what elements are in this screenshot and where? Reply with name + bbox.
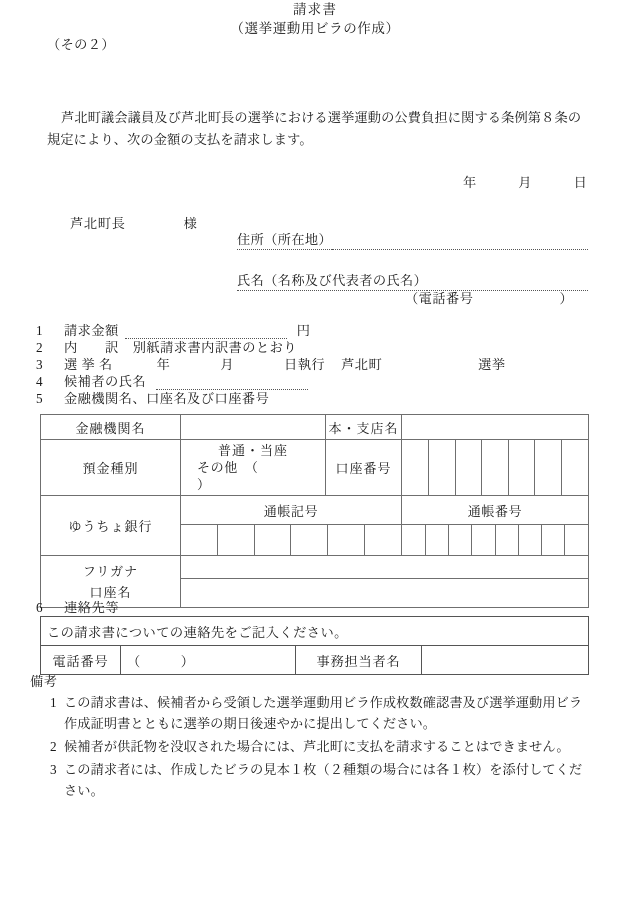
remark-number: 1	[50, 695, 57, 710]
deposit-type-options[interactable]	[181, 440, 326, 496]
contact-instruction: この請求書についての連絡先をご記入ください。	[41, 617, 589, 646]
item-1-label: 請求金額	[64, 323, 119, 338]
item-bank-info	[30, 388, 269, 407]
furigana-label: フリガナ	[82, 563, 139, 579]
institution-value[interactable]	[181, 415, 326, 440]
table-row-contact-instruction	[41, 617, 589, 646]
remark-note	[30, 736, 600, 757]
passbook-symbol-label: 通帳記号	[181, 496, 402, 525]
item-5-number: 5	[36, 391, 44, 406]
item-2-number: 2	[36, 340, 44, 355]
item-6-number: 6	[36, 600, 44, 615]
account-number-label: 口座番号	[326, 440, 402, 496]
date-day-label: 日	[573, 175, 588, 190]
remark-note	[30, 759, 600, 801]
remarks-section	[30, 671, 600, 801]
applicant-tel-close: ）	[559, 291, 574, 306]
item-4-label: 候補者の氏名	[64, 374, 147, 389]
item-3-year: 年	[156, 357, 171, 372]
staff-name-label: 事務担当者名	[296, 646, 422, 675]
passbook-number-cell[interactable]	[495, 525, 518, 555]
deposit-other-open: その他 （	[197, 460, 259, 475]
table-row-japan-post-headers	[41, 496, 589, 525]
remark-text: この請求書は、候補者から受領した選挙運動用ビラ作成枚数確認書及び選挙運動用ビラ作成証明書とともに選挙の期日後速やかに提出してください。	[64, 695, 583, 731]
passbook-number-cell[interactable]	[565, 525, 588, 555]
passbook-symbol-cell[interactable]	[181, 525, 218, 555]
table-row-deposit-type	[41, 440, 589, 496]
account-name-label: 口座名	[89, 584, 132, 600]
name-label: 氏名（名称及び代表者の氏名）	[237, 270, 427, 291]
contact-tel-open: （	[127, 653, 141, 669]
account-number-cell[interactable]	[482, 440, 509, 495]
date-month-label: 月	[518, 175, 532, 190]
table-row-institution	[41, 415, 589, 440]
remark-text: 候補者が供託物を没収された場合には、芦北町に支払を請求することはできません。	[64, 739, 570, 754]
deposit-type-label: 預金種別	[41, 440, 181, 496]
account-number-cell[interactable]	[455, 440, 482, 495]
passbook-symbol-cell[interactable]	[218, 525, 255, 555]
item-contact	[30, 597, 119, 616]
page-subtitle: （選挙運動用ビラの作成）	[230, 21, 400, 36]
passbook-number-cell[interactable]	[449, 525, 472, 555]
deposit-type-line2[interactable]	[181, 459, 325, 493]
account-number-cells	[402, 440, 589, 496]
furigana-value[interactable]	[181, 556, 589, 579]
applicant-tel-open: （電話番号	[405, 291, 474, 306]
branch-label: 本・支店名	[326, 415, 402, 440]
table-row-furigana	[41, 556, 589, 579]
item-3-day-exec: 日執行	[284, 357, 326, 372]
title-block	[0, 0, 630, 38]
passbook-symbol-cell[interactable]	[291, 525, 328, 555]
item-2-label: 内 訳	[64, 340, 119, 355]
account-number-cell[interactable]	[508, 440, 535, 495]
remark-number: 2	[50, 739, 57, 754]
remarks-title: 備考	[30, 674, 58, 689]
contact-tel-label: 電話番号	[41, 646, 121, 675]
account-number-cell[interactable]	[535, 440, 562, 495]
passbook-number-label: 通帳番号	[402, 496, 589, 525]
item-3-town: 芦北町	[341, 357, 383, 372]
date-year-label: 年	[463, 175, 477, 190]
passbook-symbol-cell[interactable]	[254, 525, 291, 555]
account-name-value[interactable]	[181, 579, 589, 608]
item-6-label: 連絡先等	[64, 600, 120, 615]
passbook-symbol-cell[interactable]	[328, 525, 365, 555]
japan-post-label: ゆうちょ銀行	[41, 496, 181, 556]
applicant-tel-field[interactable]	[405, 288, 573, 307]
item-4-number: 4	[36, 374, 44, 389]
document-number-label: （その２）	[47, 37, 115, 52]
item-1-unit: 円	[296, 323, 311, 338]
contact-tel-close: ）	[180, 653, 195, 669]
remark-number: 3	[50, 762, 57, 777]
address-field[interactable]	[237, 229, 588, 250]
passbook-number-cell[interactable]	[425, 525, 448, 555]
account-number-cell[interactable]	[402, 440, 429, 495]
passbook-number-cell[interactable]	[518, 525, 541, 555]
item-3-number: 3	[36, 357, 44, 372]
deposit-other-close: ）	[197, 477, 211, 492]
addressee	[70, 213, 197, 232]
item-2-value: 別紙請求書内訳書のとおり	[132, 340, 297, 355]
passbook-symbol-cell[interactable]	[364, 525, 401, 555]
passbook-symbol-cells	[181, 525, 402, 556]
address-label: 住所（所在地）	[237, 229, 332, 250]
item-1-number: 1	[36, 323, 44, 338]
passbook-number-cell[interactable]	[472, 525, 495, 555]
intro-paragraph: 芦北町議会議員及び芦北町長の選挙における選挙運動の公費負担に関する条例第８条の規定により、次の金額の支払を請求します。	[47, 110, 582, 147]
date-line	[463, 172, 587, 191]
bank-account-table	[40, 414, 589, 608]
page-title: 請求書	[292, 2, 338, 17]
addressee-name: 芦北町長	[70, 216, 126, 231]
item-3-month: 月	[220, 357, 235, 372]
account-number-cell[interactable]	[561, 440, 588, 495]
item-3-election: 選挙	[478, 357, 506, 372]
item-5-label: 金融機関名、口座名及び口座番号	[64, 391, 270, 406]
addressee-honorific: 様	[183, 216, 198, 231]
account-number-cell[interactable]	[429, 440, 456, 495]
passbook-number-cell[interactable]	[542, 525, 565, 555]
institution-label: 金融機関名	[41, 415, 181, 440]
deposit-type-line1: 普通・当座	[217, 443, 288, 458]
passbook-number-cells	[402, 525, 589, 556]
remark-note	[30, 692, 600, 734]
remark-text: この請求者には、作成したビラの見本１枚（２種類の場合には各１枚）を添付してください。	[64, 762, 583, 798]
address-input-line[interactable]	[332, 235, 588, 250]
contact-table	[40, 616, 589, 675]
passbook-number-cell[interactable]	[402, 525, 425, 555]
item-3-label: 選 挙 名	[64, 357, 113, 372]
branch-value[interactable]	[402, 415, 589, 440]
